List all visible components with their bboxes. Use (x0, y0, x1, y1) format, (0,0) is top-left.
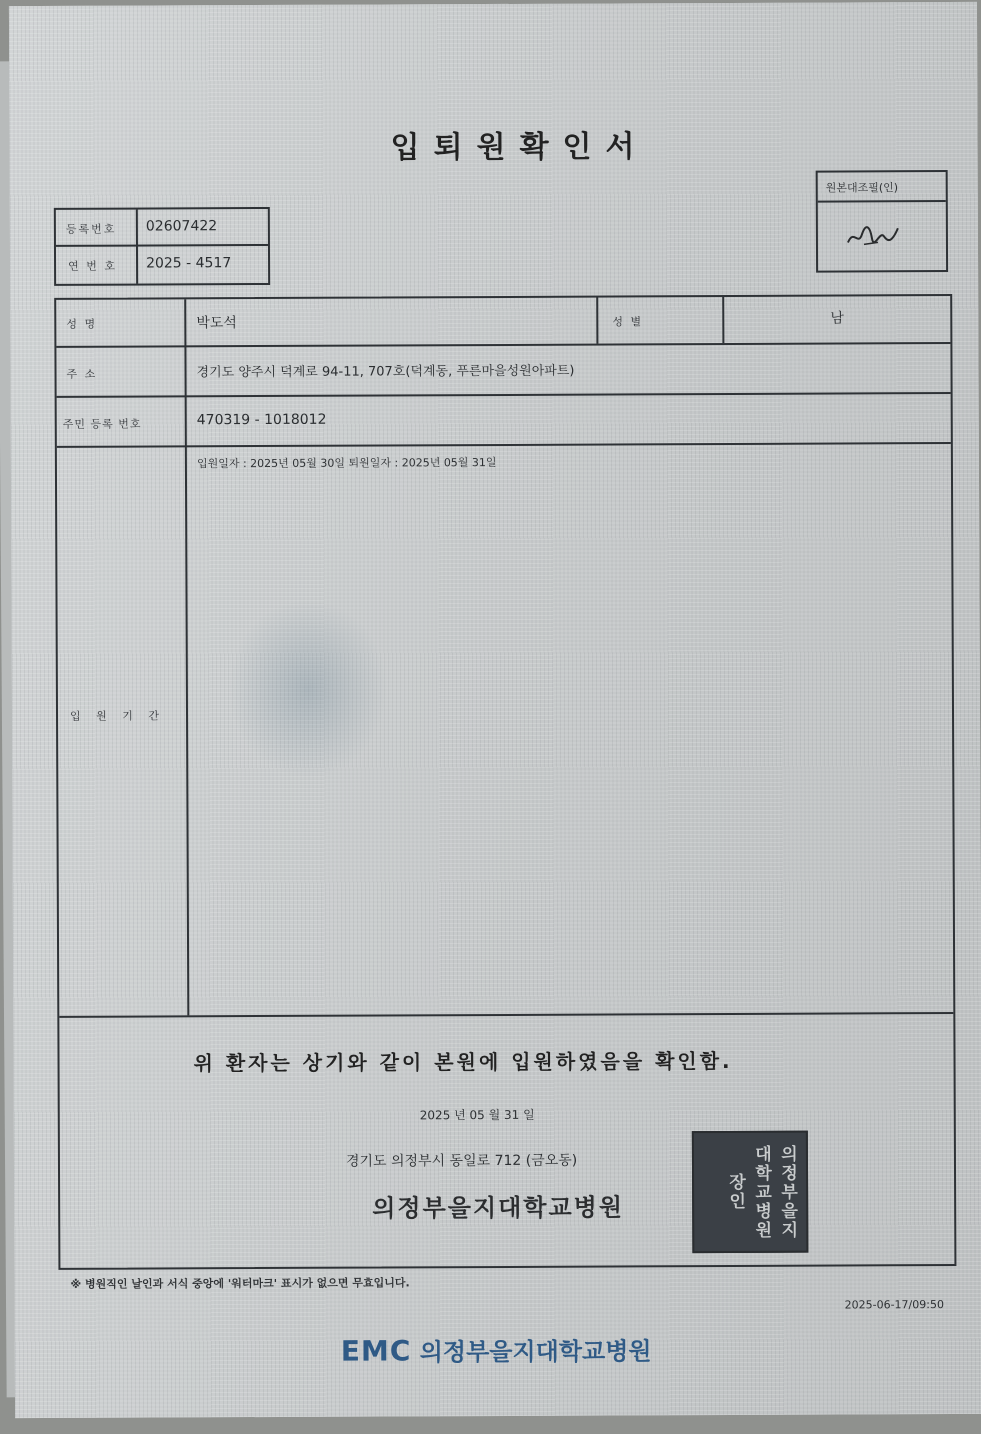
reg-no-label: 등록번호 (65, 222, 117, 236)
address-label: 주 소 (66, 367, 98, 381)
name-label: 성 명 (66, 317, 98, 331)
confirmation-statement: 위 환자는 상기와 같이 본원에 입원하였음을 확인함. (193, 1048, 733, 1076)
confirmation-date: 2025 년 05 월 31 일 (419, 1107, 535, 1123)
gender-value: 남 (830, 310, 844, 327)
signature-mark (844, 220, 904, 250)
original-check-box (816, 170, 948, 273)
serial-label: 연 번 호 (68, 259, 117, 273)
address-value: 경기도 양주시 덕계로 94-11, 707호(덕계동, 푸른마을성원아파트) (196, 363, 575, 381)
patient-info-table (54, 294, 956, 1270)
rrn-label: 주민 등록 번호 (62, 417, 142, 431)
admission-discharge-certificate (9, 2, 981, 1418)
watermark-smudge (228, 598, 389, 779)
gender-label: 성 별 (612, 315, 644, 329)
period-label: 입 원 기 간 (69, 709, 166, 723)
original-check-label: 원본대조필(인) (825, 181, 899, 195)
validity-notice: ※ 병원직인 날인과 서식 중앙에 '워터마크' 표시가 없으면 무효입니다. (70, 1276, 410, 1291)
hospital-address: 경기도 의정부시 동일로 712 (금오동) (345, 1152, 578, 1170)
emc-logo-mark: EMC (340, 1334, 412, 1368)
period-value: 입원일자 : 2025년 05월 30일 퇴원일자 : 2025년 05월 31일 (196, 455, 497, 471)
hospital-name: 의정부을지대학교병원 (372, 1193, 625, 1223)
serial-value: 2025 - 4517 (146, 255, 232, 272)
issued-timestamp: 2025-06-17/09:50 (844, 1298, 944, 1312)
footer-hospital-logo (341, 1331, 652, 1367)
document-title: 입퇴원확인서 (390, 129, 649, 166)
hospital-seal: 의정부을지대학교병원장인 (692, 1131, 809, 1254)
name-value: 박도석 (196, 315, 237, 332)
footer-hospital-name: 의정부을지대학교병원 (419, 1337, 652, 1367)
rrn-value: 470319 - 1018012 (196, 411, 327, 429)
registration-box (54, 207, 270, 286)
reg-no-value: 02607422 (145, 218, 218, 235)
